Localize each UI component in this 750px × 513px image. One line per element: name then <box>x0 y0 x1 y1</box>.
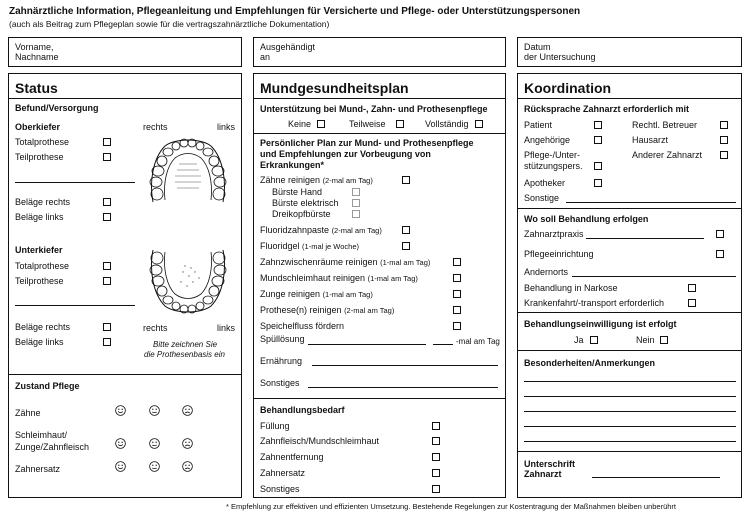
apotheker-label: Apotheker <box>524 178 566 188</box>
notes-line-1[interactable] <box>524 381 736 382</box>
zahnersatz-label: Zahnersatz <box>15 464 61 474</box>
plan-title-2: und Empfehlungen zur Vorbeugung von <box>260 149 431 159</box>
sonstiges-line[interactable] <box>308 387 498 388</box>
zahnfleisch-checkbox[interactable] <box>432 437 440 445</box>
betreuer-checkbox[interactable] <box>720 121 728 129</box>
fahrt-label: Krankenfahrt/-transport erforderlich <box>524 298 665 308</box>
ok-belaege-links-checkbox[interactable] <box>103 213 111 221</box>
wo-heading: Wo soll Behandlung erfolgen <box>524 214 649 224</box>
fluoridgel-checkbox[interactable] <box>402 242 410 250</box>
fluoridpaste-checkbox[interactable] <box>402 226 410 234</box>
andernorts-line[interactable] <box>572 276 736 277</box>
sad-face-icon[interactable] <box>182 438 193 449</box>
notes-line-4[interactable] <box>524 426 736 427</box>
handed-to-field[interactable] <box>253 37 506 67</box>
besonder-heading: Besonderheiten/Anmerkungen <box>524 358 656 368</box>
handed-label-2: an <box>260 52 271 62</box>
narkose-checkbox[interactable] <box>688 284 696 292</box>
divider <box>254 98 505 99</box>
teilweise-label: Teilweise <box>349 119 386 129</box>
signature-line[interactable] <box>592 477 720 478</box>
buerste-elektrisch-label: Bürste elektrisch <box>272 198 339 208</box>
mundschleimhaut-label: Mundschleimhaut reinigen (1-mal am Tag) <box>260 273 418 283</box>
happy-face-icon[interactable] <box>115 461 126 472</box>
angehoerige-checkbox[interactable] <box>594 136 602 144</box>
speichel-label: Speichelfluss fördern <box>260 321 345 331</box>
uk-totalprothese-checkbox[interactable] <box>103 262 111 270</box>
bedarf-heading: Behandlungsbedarf <box>260 405 345 415</box>
document-title: Zahnärztliche Information, Pflegeanleitung und Empfehlungen für Versicherte und Pflege- oder Unterstützungspersonen <box>9 6 581 17</box>
spuelloesung-label: Spüllösung <box>260 334 305 344</box>
vollstaendig-label: Vollständig <box>425 119 469 129</box>
divider <box>254 133 505 134</box>
date-label-2: der Untersuchung <box>524 52 596 62</box>
zwischenraeume-checkbox[interactable] <box>453 258 461 266</box>
document-subtitle: (auch als Beitrag zum Pflegeplan sowie für die vertragszahnärztliche Dokumentation) <box>9 19 330 29</box>
patient-label: Patient <box>524 120 553 130</box>
divider <box>518 208 741 209</box>
buerste-elektrisch-checkbox[interactable] <box>352 199 360 207</box>
ja-checkbox[interactable] <box>590 336 598 344</box>
divider <box>518 350 741 351</box>
pflege-label-1: Pflege-/Unter- <box>524 150 581 160</box>
neutral-face-icon[interactable] <box>149 461 160 472</box>
rechts-label: rechts <box>143 122 168 132</box>
fluoridgel-label: Fluoridgel (1-mal je Woche) <box>260 241 360 251</box>
fuellung-label: Füllung <box>260 421 290 431</box>
rueck-heading: Rücksprache Zahnarzt erforderlich mit <box>524 104 690 114</box>
zwischenraeume-label: Zahnzwischenräume reinigen (1-mal am Tag) <box>260 257 431 267</box>
divider <box>9 374 241 375</box>
unterschrift-label-1: Unterschrift <box>524 459 576 469</box>
neutral-face-icon[interactable] <box>149 438 160 449</box>
dreikopf-checkbox[interactable] <box>352 210 360 218</box>
divider <box>518 312 741 313</box>
zahnfleisch-label: Zahnfleisch/Mundschleimhaut <box>260 436 380 446</box>
neutral-face-icon[interactable] <box>149 405 160 416</box>
koord-heading: Koordination <box>524 80 612 96</box>
handed-label: Ausgehändigt <box>260 42 316 52</box>
ok-belaege-rechts-label: Beläge rechts <box>15 197 71 207</box>
einrichtung-label: Pflegeeinrichtung <box>524 249 594 259</box>
praxis-checkbox[interactable] <box>716 230 724 238</box>
befund-heading: Befund/Versorgung <box>15 103 99 113</box>
links-label-2: links <box>217 323 236 333</box>
buerste-hand-checkbox[interactable] <box>352 188 360 196</box>
teilweise-checkbox[interactable] <box>396 120 404 128</box>
fuellung-checkbox[interactable] <box>432 422 440 430</box>
sonstiges-label: Sonstiges <box>260 378 300 388</box>
ok-totalprothese-label: Totalprothese <box>15 137 70 147</box>
nein-label: Nein <box>636 335 655 345</box>
hint-line-1: Bitte zeichnen Sie <box>153 340 218 349</box>
patient-checkbox[interactable] <box>594 121 602 129</box>
happy-face-icon[interactable] <box>115 405 126 416</box>
name-label: Vorname, <box>15 42 54 52</box>
name-field[interactable] <box>8 37 242 67</box>
happy-face-icon[interactable] <box>115 438 126 449</box>
einrichtung-checkbox[interactable] <box>716 250 724 258</box>
upper-jaw-diagram[interactable] <box>143 132 233 212</box>
buerste-hand-label: Bürste Hand <box>272 187 323 197</box>
uk-teilprothese-label: Teilprothese <box>15 276 64 286</box>
uk-belaege-links-label: Beläge links <box>15 337 64 347</box>
sonstige-line[interactable] <box>566 202 736 203</box>
footnote: * Empfehlung zur effektiven und effizienten Umsetzung. Bestehende Regelungen zur Kostentragung der Maßnahmen bleiben unberührt <box>226 502 677 511</box>
keine-label: Keine <box>288 119 312 129</box>
zaehne-label: Zähne <box>15 408 41 418</box>
ernaehrung-line[interactable] <box>312 365 498 366</box>
mund-heading: Mundgesundheitsplan <box>260 80 409 96</box>
date-label: Datum <box>524 42 551 52</box>
mundgesundheitsplan-panel <box>253 73 506 498</box>
betreuer-label: Rechtl. Betreuer <box>632 120 698 130</box>
narkose-label: Behandlung in Narkose <box>524 283 618 293</box>
plan-title-3: Erkrankungen* <box>260 160 325 170</box>
uk-teilprothese-checkbox[interactable] <box>103 277 111 285</box>
divider <box>254 398 505 399</box>
prothese-label: Prothese(n) reinigen (2-mal am Tag) <box>260 305 395 315</box>
ok-teilprothese-checkbox[interactable] <box>103 153 111 161</box>
zahnersatz-checkbox[interactable] <box>432 469 440 477</box>
speichel-checkbox[interactable] <box>453 322 461 330</box>
fahrt-checkbox[interactable] <box>688 299 696 307</box>
links-label: links <box>217 122 236 132</box>
plan-title-1: Persönlicher Plan zur Mund- und Prothesenpflege <box>260 138 474 148</box>
hausarzt-label: Hausarzt <box>632 135 669 145</box>
name-label-2: Nachname <box>15 52 59 62</box>
ja-label: Ja <box>574 335 584 345</box>
nein-checkbox[interactable] <box>660 336 668 344</box>
andernorts-label: Andernorts <box>524 267 569 277</box>
uk-belaege-rechts-label: Beläge rechts <box>15 322 71 332</box>
hint-line-2: die Prothesenbasis ein <box>144 350 225 359</box>
apotheker-checkbox[interactable] <box>594 179 602 187</box>
zustand-heading: Zustand Pflege <box>15 381 80 391</box>
oberkiefer-heading: Oberkiefer <box>15 122 61 132</box>
zaehne-reinigen-label: Zähne reinigen (2-mal am Tag) <box>260 175 373 185</box>
notes-line-2[interactable] <box>524 396 736 397</box>
schleimhaut-label-1: Schleimhaut/ <box>15 430 68 440</box>
prothese-checkbox[interactable] <box>453 306 461 314</box>
status-heading: Status <box>15 80 58 96</box>
vollstaendig-checkbox[interactable] <box>475 120 483 128</box>
sonstiges-bedarf-label: Sonstiges <box>260 484 300 494</box>
ok-belaege-links-label: Beläge links <box>15 212 64 222</box>
einwilligung-heading: Behandlungseinwilligung ist erfolgt <box>524 319 677 329</box>
spuel-freq-label: -mal am Tag <box>456 337 500 346</box>
rechts-label-2: rechts <box>143 323 168 333</box>
zahnentfernung-checkbox[interactable] <box>432 453 440 461</box>
zahnentfernung-label: Zahnentfernung <box>260 452 324 462</box>
pflege-checkbox[interactable] <box>594 162 602 170</box>
pflege-label-2: stützungspers. <box>524 161 583 171</box>
anderer-checkbox[interactable] <box>720 151 728 159</box>
ok-belaege-rechts-checkbox[interactable] <box>103 198 111 206</box>
support-title: Unterstützung bei Mund-, Zahn- und Prothesenpflege <box>260 104 488 114</box>
zunge-label: Zunge reinigen (1-mal am Tag) <box>260 289 373 299</box>
status-panel <box>8 73 242 498</box>
uk-belaege-links-checkbox[interactable] <box>103 338 111 346</box>
dreikopf-label: Dreikopfbürste <box>272 209 331 219</box>
praxis-label: Zahnarztpraxis <box>524 229 584 239</box>
ok-totalprothese-checkbox[interactable] <box>103 138 111 146</box>
mundschleimhaut-checkbox[interactable] <box>453 274 461 282</box>
uk-notes-line[interactable] <box>15 305 135 306</box>
keine-checkbox[interactable] <box>317 120 325 128</box>
angehoerige-label: Angehörige <box>524 135 571 145</box>
sad-face-icon[interactable] <box>182 461 193 472</box>
praxis-line[interactable] <box>586 238 704 239</box>
zahnersatz-label: Zahnersatz <box>260 468 306 478</box>
unterkiefer-heading: Unterkiefer <box>15 245 63 255</box>
sad-face-icon[interactable] <box>182 405 193 416</box>
uk-totalprothese-label: Totalprothese <box>15 261 70 271</box>
fluoridpaste-label: Fluoridzahnpaste (2-mal am Tag) <box>260 225 382 235</box>
schleimhaut-label-2: Zunge/Zahnfleisch <box>15 442 90 452</box>
ok-notes-line[interactable] <box>15 182 135 183</box>
zunge-checkbox[interactable] <box>453 290 461 298</box>
sonstige-label: Sonstige <box>524 193 560 203</box>
divider <box>9 98 241 99</box>
lower-jaw-diagram[interactable] <box>143 242 233 322</box>
uk-belaege-rechts-checkbox[interactable] <box>103 323 111 331</box>
spuel-frequency-line[interactable] <box>433 344 453 345</box>
divider <box>518 451 741 452</box>
notes-line-5[interactable] <box>524 441 736 442</box>
anderer-label: Anderer Zahnarzt <box>632 150 703 160</box>
ernaehrung-label: Ernährung <box>260 356 303 366</box>
ok-teilprothese-label: Teilprothese <box>15 152 64 162</box>
notes-line-3[interactable] <box>524 411 736 412</box>
unterschrift-label-2: Zahnarzt <box>524 469 562 479</box>
exam-date-field[interactable] <box>517 37 742 67</box>
spuelloesung-line[interactable] <box>308 344 426 345</box>
divider <box>518 98 741 99</box>
sonstiges-bedarf-checkbox[interactable] <box>432 485 440 493</box>
hausarzt-checkbox[interactable] <box>720 136 728 144</box>
koordination-panel <box>517 73 742 498</box>
zaehne-reinigen-checkbox[interactable] <box>402 176 410 184</box>
